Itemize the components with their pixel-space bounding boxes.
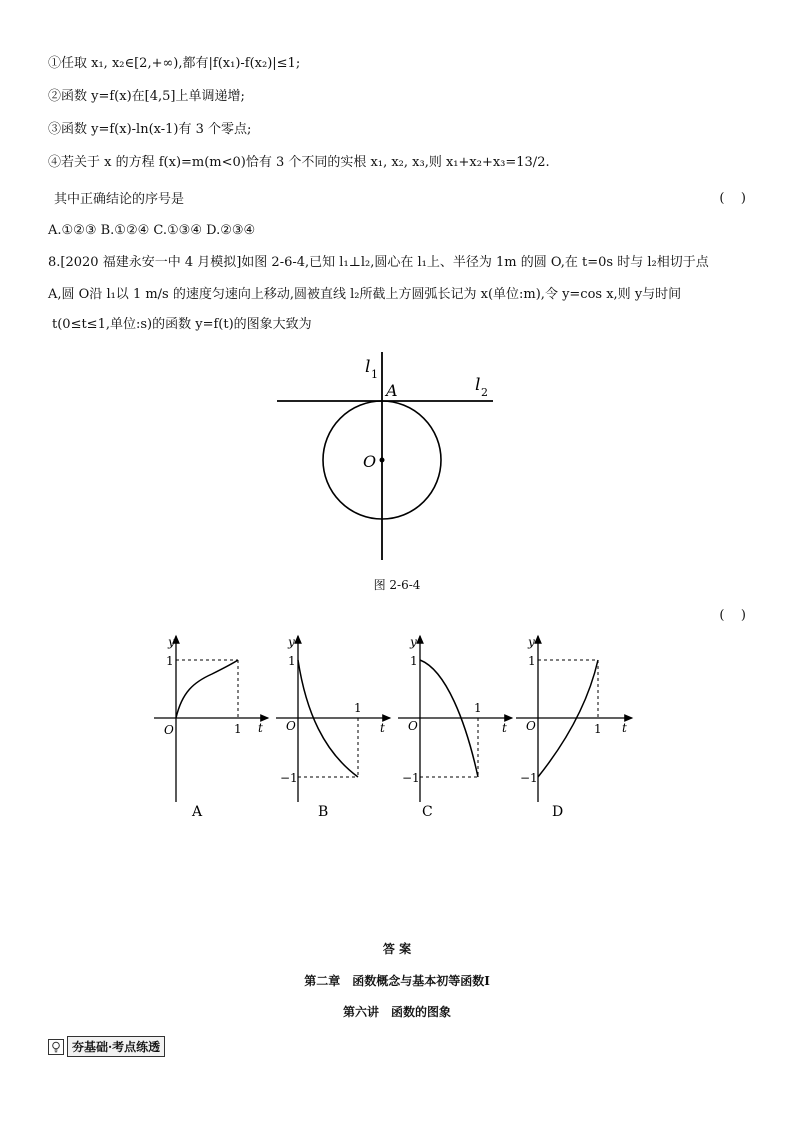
label-l2-sub: 2 [481,386,488,399]
tick-y-1: 1 [410,654,418,668]
graph-d [514,632,638,832]
tick-t-1: 1 [594,722,602,736]
origin-label: O [526,719,536,733]
y-axis-label: y [288,635,295,649]
tick-y-neg1: −1 [280,771,298,785]
y-axis-label: y [168,635,175,649]
graph-a [152,632,274,832]
answer-options-7: A.①②③ B.①②④ C.①③④ D.②③④ [48,223,256,238]
q8-line-3: t(0≤t≤1,单位:s)的函数 y=f(t)的图象大致为 [52,317,312,332]
graph-letter-c: C [422,804,433,820]
statement-4: ④若关于 x 的方程 f(x)=m(m<0)恰有 3 个不同的实根 x₁, x₂, x₃,则 x₁+x₂+x₃=13/2. [48,155,550,170]
tick-y-1: 1 [528,654,536,668]
lightbulb-icon [48,1039,64,1055]
label-point-o: O [363,452,377,471]
tick-y-1: 1 [288,654,296,668]
origin-label: O [164,723,174,737]
tick-t-1: 1 [474,701,482,715]
graph-letter-a: A [192,804,203,820]
origin-label: O [408,719,418,733]
q8-line-1: 8.[2020 福建永安一中 4 月模拟]如图 2-6-4,已知 l₁⊥l₂,圆心在 l₁上、半径为 1m 的圆 O,在 t=0s 时与 l₂相切于点 [48,255,709,270]
section-badge [48,1036,165,1057]
label-l2: l [475,375,481,395]
figure-caption: 图 2-6-4 [373,578,421,592]
tick-y-neg1: −1 [520,771,538,785]
label-l1-sub: 1 [371,368,378,381]
graph-c [396,632,518,832]
label-point-a: A [386,381,398,400]
question-prompt: 其中正确结论的序号是 [54,192,185,207]
tick-y-neg1: −1 [402,771,420,785]
t-axis-label: t [258,721,263,735]
answer-paren-7: ( ) [719,191,746,206]
section-badge-label: 夯基础·考点练透 [67,1036,165,1057]
chapter-title: 第二章 函数概念与基本初等函数Ⅰ [304,974,490,988]
answer-paren-8: ( ) [719,608,746,623]
lesson-title: 第六讲 函数的图象 [342,1005,451,1019]
statement-2: ②函数 y=f(x)在[4,5]上单调递增; [48,89,245,104]
y-axis-label: y [528,635,535,649]
figure-circle-diagram [270,350,510,565]
tick-y-1: 1 [166,654,174,668]
answer-heading: 答 案 [382,942,412,956]
center-point [380,458,385,463]
y-axis-label: y [410,635,417,649]
graph-b [274,632,396,832]
statement-1: ①任取 x₁, x₂∈[2,+∞),都有|f(x₁)-f(x₂)|≤1; [48,56,301,71]
t-axis-label: t [380,721,385,735]
t-axis-label: t [502,721,507,735]
label-l1: l [365,357,371,377]
tick-t-1: 1 [354,701,362,715]
statement-3: ③函数 y=f(x)-ln(x-1)有 3 个零点; [48,122,252,137]
q8-line-2: A,圆 O沿 l₁以 1 m/s 的速度匀速向上移动,圆被直线 l₂所截上方圆弧长记为 x(单位:m),令 y=cos x,则 y与时间 [48,287,682,302]
origin-label: O [286,719,296,733]
graph-letter-d: D [552,804,564,820]
tick-t-1: 1 [234,722,242,736]
graph-letter-b: B [318,804,329,820]
curve-a [176,660,238,718]
t-axis-label: t [622,721,627,735]
